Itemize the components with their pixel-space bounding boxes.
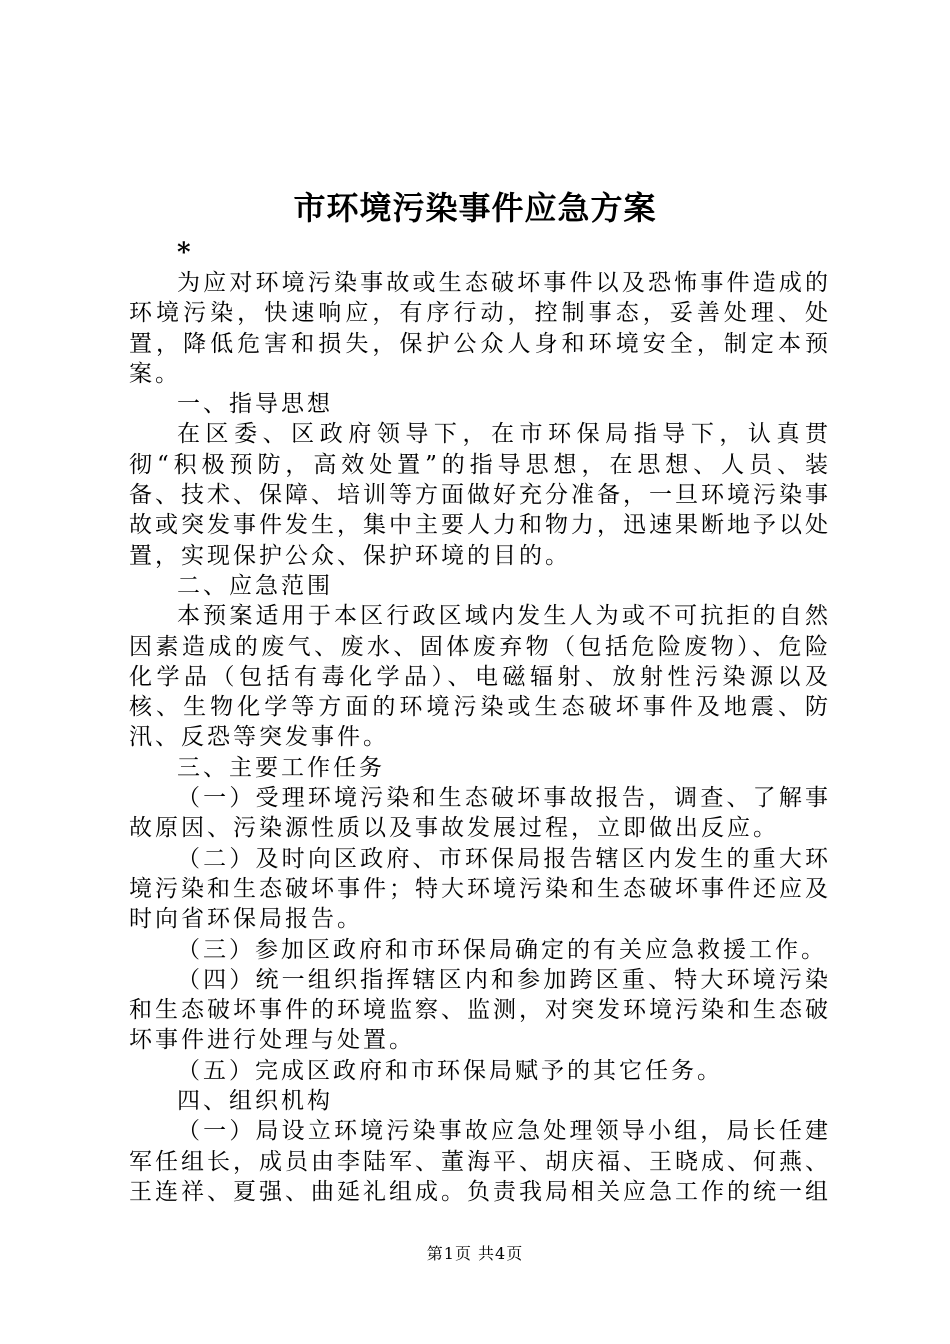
task-item-5: （五）完成区政府和市环保局赋予的其它任务。 [177,1057,723,1084]
task-item-4: （四）统一组织指挥辖区内和参加跨区重、特大环境污染和生态破坏事件的环境监察、监测，对突发环境污染和生态破坏事件进行处理与处置。 [129,966,831,1054]
intro-paragraph: 为应对环境污染事故或生态破坏事件以及恐怖事件造成的环境污染，快速响应，有序行动，控制事态，妥善处理、处置，降低危害和损失，保护公众人身和环境安全，制定本预案。 [129,270,831,387]
task-item-1: （一）受理环境污染和生态破坏事故报告，调查、了解事故原因、污染源性质以及事故发展过程，立即做出反应。 [129,785,831,842]
document-body [129,268,831,1207]
page-footer: 第1页 共4页 [426,1244,524,1263]
section-heading-main-tasks: 三、主要工作任务 [177,754,385,781]
scope-paragraph: 本预案适用于本区行政区域内发生人为或不可抗拒的自然因素造成的废气、废水、固体废弃物（包括危险废物）、危险化学品（包括有毒化学品）、电磁辐射、放射性污染源以及核、生物化学等方面的环境污染或生态破坏事件及地震、防汛、反恐等突发事件。 [129,603,831,751]
task-item-2: （二）及时向区政府、市环保局报告辖区内发生的重大环境污染和生态破坏事件；特大环境污染和生态破坏事件还应及时向省环保局报告。 [129,845,831,933]
guiding-ideology-paragraph: 在区委、区政府领导下，在市环保局指导下，认真贯彻“积极预防，高效处置”的指导思想，在思想、人员、装备、技术、保障、培训等方面做好充分准备，一旦环境污染事故或突发事件发生，集中主要人力和物力，迅速果断地予以处置，实现保护公众、保护环境的目的。 [129,421,831,569]
organization-item-1: （一）局设立环境污染事故应急处理领导小组，局长任建军任组长，成员由李陆军、董海平、胡庆福、王晓成、何燕、王连祥、夏强、曲延礼组成。负责我局相关应急工作的统一组 [129,1118,831,1205]
section-heading-guiding-ideology: 一、指导思想 [177,391,333,418]
section-heading-scope: 二、应急范围 [177,572,333,599]
document-title: 市环境污染事件应急方案 [293,189,657,227]
section-heading-organization: 四、组织机构 [177,1088,333,1115]
asterisk-mark: * [177,238,191,268]
task-item-3: （三）参加区政府和市环保局确定的有关应急救援工作。 [177,936,827,963]
